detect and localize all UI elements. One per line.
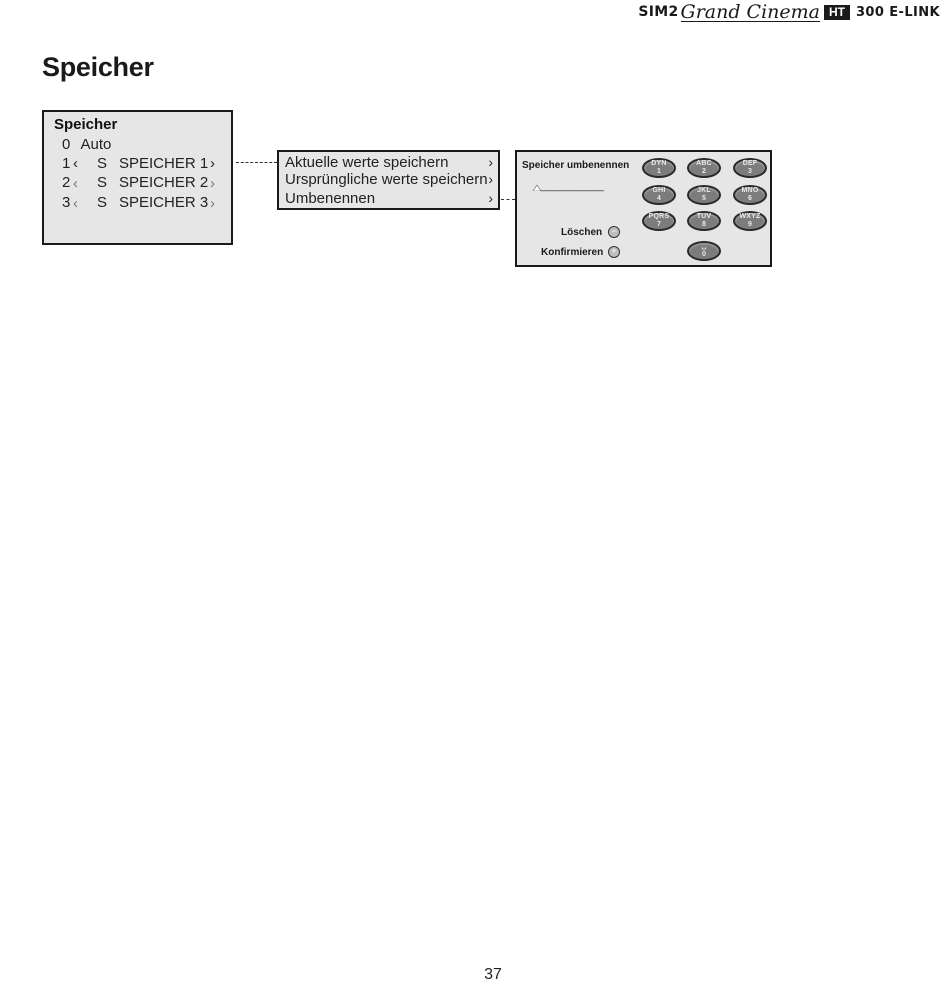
key-letters: TUV <box>696 213 712 220</box>
speicher-menu-title: Speicher <box>54 116 118 133</box>
submenu-item-label: Aktuelle werte speichern <box>285 154 449 171</box>
chevron-left-icon[interactable]: ‹ <box>73 195 78 212</box>
key-number: 8 <box>702 221 706 228</box>
row-number: 2 <box>62 174 71 191</box>
speicher-menu <box>42 110 233 245</box>
connector-line <box>236 162 277 163</box>
brand-grand-cinema: Grand Cinema <box>680 0 820 23</box>
key-letters: GHI <box>652 187 666 194</box>
brand-model: 300 E-LINK <box>855 4 940 20</box>
key-number: 0 <box>702 251 706 258</box>
chevron-left-icon[interactable]: ‹ <box>73 175 78 192</box>
submenu-item-urspruengliche-werte[interactable] <box>279 171 498 190</box>
confirm-button[interactable]: + <box>608 246 620 258</box>
chevron-right-icon[interactable]: › <box>210 195 215 212</box>
submenu-item-aktuelle-werte[interactable] <box>279 153 498 172</box>
menu-row-speicher-2[interactable] <box>44 174 231 194</box>
key-8[interactable] <box>687 211 721 231</box>
delete-label: Löschen <box>561 227 603 238</box>
key-6[interactable] <box>733 185 767 205</box>
menu-row-speicher-1[interactable] <box>44 155 231 175</box>
menu-row-auto[interactable] <box>62 136 111 153</box>
chevron-right-icon: › <box>488 171 493 187</box>
submenu-item-label: Umbenennen <box>285 190 376 207</box>
key-letters: DEF <box>742 160 758 167</box>
row-s-flag: S <box>97 174 108 191</box>
brand-ht: HT <box>824 5 850 20</box>
key-letters: ABC <box>696 160 712 167</box>
key-number: 3 <box>748 168 752 175</box>
key-letters: DYN <box>651 160 667 167</box>
row-number: 0 <box>62 136 71 153</box>
keypad-title: Speicher umbenennen <box>522 160 630 171</box>
key-letters: PQRS <box>648 213 670 220</box>
row-number: 3 <box>62 194 71 211</box>
key-7[interactable] <box>642 211 676 231</box>
confirm-label: Konfirmieren <box>541 247 604 258</box>
chevron-right-icon[interactable]: › <box>210 155 215 172</box>
key-number: 9 <box>748 221 752 228</box>
key-9[interactable] <box>733 211 767 231</box>
brand-sim2: SIM2 <box>638 4 679 20</box>
key-number: 2 <box>702 168 706 175</box>
rename-keypad-panel <box>515 150 772 267</box>
key-1[interactable] <box>642 158 676 178</box>
key-letters: ␣ <box>701 243 707 250</box>
chevron-right-icon[interactable]: › <box>210 175 215 192</box>
row-label: SPEICHER 3 <box>119 194 209 211</box>
key-3[interactable] <box>733 158 767 178</box>
key-letters: JKL <box>697 187 711 194</box>
chevron-right-icon: › <box>488 190 493 206</box>
brand-logo <box>638 2 940 22</box>
row-s-flag: S <box>97 194 108 211</box>
speicher-submenu <box>277 150 500 210</box>
name-input[interactable]: __________ <box>541 180 605 192</box>
page-title: Speicher <box>42 52 154 82</box>
key-number: 7 <box>657 221 661 228</box>
submenu-item-umbenennen[interactable] <box>279 190 498 209</box>
key-4[interactable] <box>642 185 676 205</box>
chevron-left-icon[interactable]: ‹ <box>73 155 78 172</box>
key-0-space[interactable] <box>687 241 721 261</box>
key-letters: WXYZ <box>739 213 761 220</box>
page-number: 37 <box>484 966 502 983</box>
delete-button[interactable]: − <box>608 226 620 238</box>
key-number: 4 <box>657 195 661 202</box>
row-label: SPEICHER 1 <box>119 155 209 172</box>
row-number: 1 <box>62 155 71 172</box>
row-s-flag: S <box>97 155 108 172</box>
connector-line <box>501 199 515 200</box>
row-label: Auto <box>80 136 112 153</box>
submenu-item-label: Ursprüngliche werte speichern <box>285 171 488 188</box>
row-label: SPEICHER 2 <box>119 174 209 191</box>
key-2[interactable] <box>687 158 721 178</box>
key-5[interactable] <box>687 185 721 205</box>
menu-row-speicher-3[interactable] <box>44 194 231 214</box>
key-number: 6 <box>748 195 752 202</box>
key-letters: MNO <box>741 187 759 194</box>
key-number: 5 <box>702 195 706 202</box>
key-number: 1 <box>657 168 661 175</box>
cursor-triangle-icon <box>533 185 541 191</box>
chevron-right-icon: › <box>488 154 493 170</box>
